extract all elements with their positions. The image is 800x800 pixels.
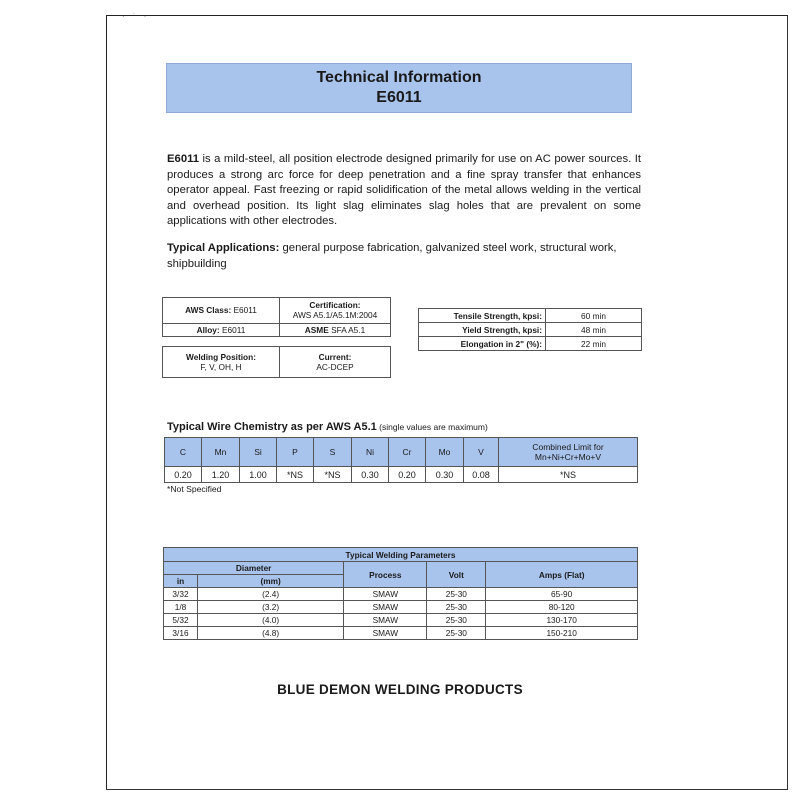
chem-header-mo: Mo	[426, 438, 464, 467]
volt-value: 25-30	[427, 588, 486, 601]
welding-position-cell	[163, 347, 280, 378]
process-value: SMAW	[344, 601, 427, 614]
aws-class-cell	[163, 298, 280, 324]
chem-value-v: 0.08	[464, 467, 499, 483]
alloy-label: Alloy:	[196, 324, 220, 335]
volt-value: 25-30	[427, 601, 486, 614]
welding-parameters-table	[163, 547, 638, 640]
tensile-label: Tensile Strength, kpsi:	[419, 309, 546, 323]
table-row	[164, 601, 638, 614]
chemistry-title: Typical Wire Chemistry as per AWS A5.1	[167, 421, 377, 433]
asme-value: SFA A5.1	[328, 324, 366, 335]
page-title: Technical Information	[316, 69, 482, 86]
elongation-label: Elongation in 2" (%):	[419, 337, 546, 351]
intro-lead: E6011	[167, 153, 200, 165]
certification-value: AWS A5.1/A5.1M:2004	[292, 310, 378, 321]
mechanical-properties-table	[418, 308, 642, 351]
chemistry-footnote: *Not Specified	[167, 484, 222, 494]
chem-value-cr: 0.20	[389, 467, 426, 483]
process-value: SMAW	[344, 627, 427, 640]
yield-value: 48 min	[546, 323, 642, 337]
product-code: E6011	[376, 89, 422, 106]
asme-cell	[280, 323, 391, 336]
diameter-in: 5/32	[164, 614, 198, 627]
volt-value: 25-30	[427, 627, 486, 640]
company-footer: BLUE DEMON WELDING PRODUCTS	[277, 682, 523, 697]
chem-header-ni: Ni	[352, 438, 389, 467]
chem-value-mo: 0.30	[426, 467, 464, 483]
amps-value: 65-90	[486, 588, 638, 601]
chem-header-mn: Mn	[202, 438, 240, 467]
process-header: Process	[344, 562, 427, 588]
scan-specks: · ˙ ·	[122, 12, 150, 21]
mm-header: (mm)	[198, 575, 344, 588]
chemistry-table	[164, 437, 638, 483]
applications-label: Typical Applications:	[167, 242, 280, 254]
aws-class-value: E6011	[231, 305, 257, 316]
alloy-value: E6011	[219, 324, 246, 335]
current-value: AC-DCEP	[316, 362, 354, 372]
yield-label: Yield Strength, kpsi:	[419, 323, 546, 337]
chemistry-heading	[167, 421, 488, 433]
diameter-mm: (3.2)	[198, 601, 344, 614]
chem-value-si: 1.00	[240, 467, 277, 483]
chem-value-c: 0.20	[165, 467, 202, 483]
chem-value-s: *NS	[314, 467, 352, 483]
process-value: SMAW	[344, 588, 427, 601]
classification-table	[162, 297, 391, 337]
tensile-value: 60 min	[546, 309, 642, 323]
chemistry-header-row	[165, 438, 638, 467]
aws-class-label: AWS Class:	[185, 305, 232, 316]
current-cell	[280, 347, 391, 378]
diameter-mm: (2.4)	[198, 588, 344, 601]
volt-value: 25-30	[427, 614, 486, 627]
position-current-table	[162, 346, 391, 378]
diameter-mm: (4.0)	[198, 614, 344, 627]
chem-header-si: Si	[240, 438, 277, 467]
typical-applications	[167, 241, 641, 272]
chemistry-note: (single values are maximum)	[376, 422, 488, 432]
table-row	[419, 309, 642, 323]
table-row	[164, 627, 638, 640]
title-banner	[166, 63, 632, 113]
chem-header-c: C	[165, 438, 202, 467]
chem-header-cr: Cr	[389, 438, 426, 467]
certification-label: Certification:	[309, 300, 361, 311]
table-row	[419, 337, 642, 351]
chem-header-p: P	[277, 438, 314, 467]
intro-paragraph	[167, 152, 641, 230]
chem-header-v: V	[464, 438, 499, 467]
page-border	[106, 15, 788, 790]
welding-position-value: F, V, OH, H	[200, 362, 242, 372]
intro-body: is a mild-steel, all position electrode designed primarily for use on AC power sources. It produces a strong arc force for deep penetration and a fine spray transfer that enhances operator appeal. Fast freezing or rapid solidification of the metal allows welding in the vertical and overhead position. Its light slag eliminates slag holes that are prevalent on some applications with other electrodes.	[167, 153, 641, 227]
elongation-value: 22 min	[546, 337, 642, 351]
amps-value: 150-210	[486, 627, 638, 640]
chem-value-mn: 1.20	[202, 467, 240, 483]
table-row	[164, 614, 638, 627]
amps-value: 130-170	[486, 614, 638, 627]
diameter-in: 3/16	[164, 627, 198, 640]
certification-cell	[280, 298, 391, 324]
amps-value: 80-120	[486, 601, 638, 614]
applications-text: general purpose fabrication, galvanized steel work, structural work, shipbuilding	[167, 242, 617, 270]
chem-header-combined: Combined Limit for Mn+Ni+Cr+Mo+V	[499, 438, 638, 467]
chem-value-combined: *NS	[499, 467, 638, 483]
chem-header-s: S	[314, 438, 352, 467]
parameters-title: Typical Welding Parameters	[164, 548, 638, 562]
diameter-mm: (4.8)	[198, 627, 344, 640]
welding-position-label: Welding Position:	[186, 352, 256, 362]
chem-value-ni: 0.30	[352, 467, 389, 483]
current-label: Current:	[318, 352, 352, 362]
alloy-cell	[163, 323, 280, 336]
amps-header: Amps (Flat)	[486, 562, 638, 588]
diameter-in: 3/32	[164, 588, 198, 601]
asme-label: ASME	[304, 324, 329, 335]
chem-value-p: *NS	[277, 467, 314, 483]
process-value: SMAW	[344, 614, 427, 627]
volt-header: Volt	[427, 562, 486, 588]
chemistry-values-row	[165, 467, 638, 483]
diameter-header: Diameter	[164, 562, 344, 575]
diameter-in: 1/8	[164, 601, 198, 614]
table-row	[419, 323, 642, 337]
in-header: in	[164, 575, 198, 588]
table-row	[164, 588, 638, 601]
